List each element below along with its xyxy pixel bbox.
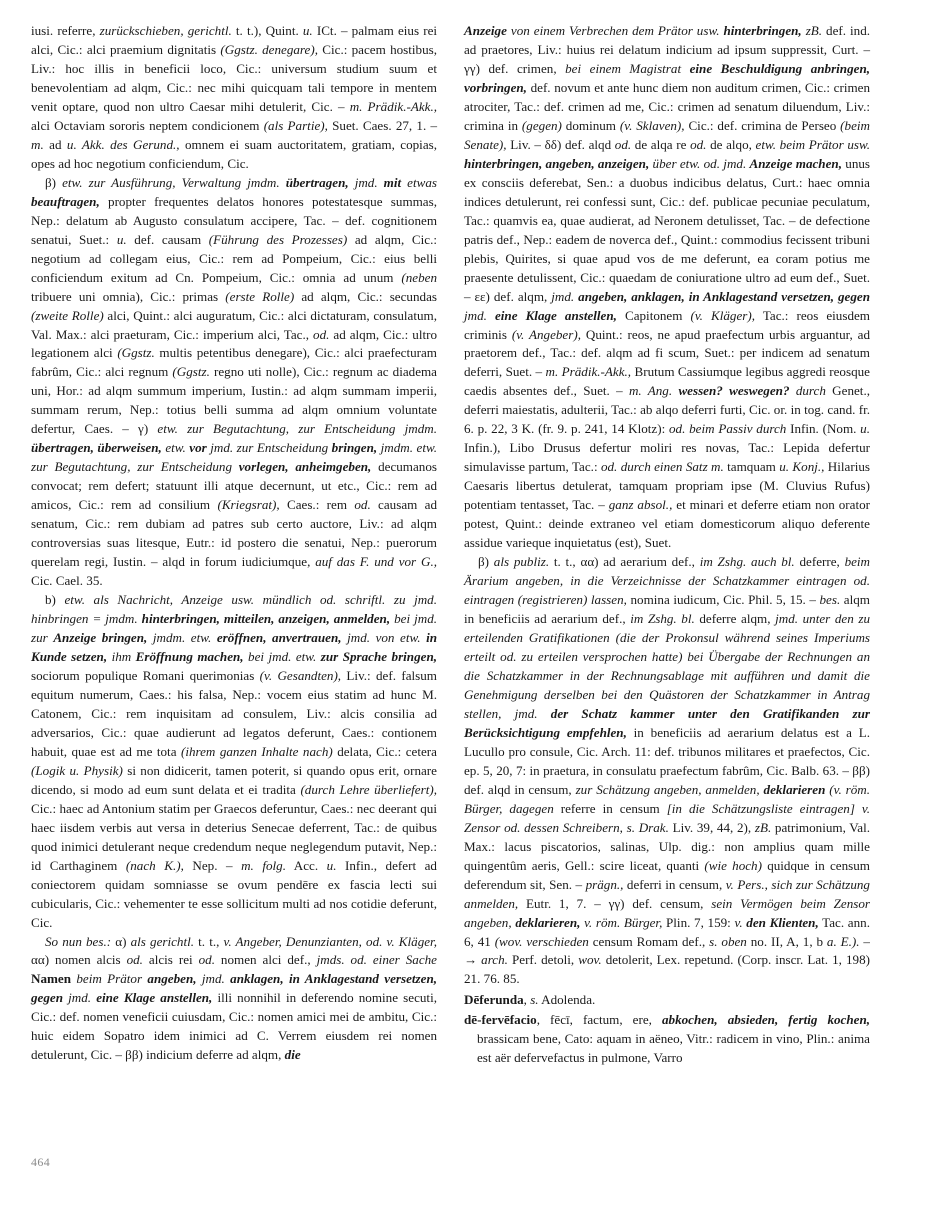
right-column xyxy=(464,22,870,1132)
page-number: 464 xyxy=(31,1155,51,1169)
text-block: dē-fervēfacio, fēcī, factum, ere, abkochen, absieden, fertig kochen, brassicam bene, Cato: aquam in aëneo, Vitr.: radicem in vino, Plin.: anima est aër defervefactus in pulmone, Varro xyxy=(464,1012,870,1066)
two-column-body xyxy=(31,22,904,1132)
text-block: Anzeige von einem Verbrechen dem Prätor usw. hinterbringen, zB. def. ind. ad praetores, Liv.: huius rei delatum indicium ad ipsum suppressit, Curt. – γγ) def. crimen, bei einem Magistrat eine Beschuldigung anbringen, vorbringen, def. novum et ante hunc diem non auditum crimen, Cic.: crimen atrociter, Tac.: def. crimen ad me, Cic.: crimen ad senatum diluendum, Liv.: crimina in (gegen) dominum (v. Sklaven), Cic.: def. crimina de Perseo (beim Senate), Liv. – δδ) def. alqd od. de alqa re od. de alqo, etw. beim Prätor usw. hinterbringen, angeben, anzeigen, über etw. od. jmd. Anzeige machen, unus ex consciis deferebat, Sen.: a duobus indicibus delatus, Curt.: haec omnia indices detulerunt, rei confessi sunt, Cic.: def. publicae pecuniae peculatum, Tac.: quamvis ea, quae audierat, ad Neronem detulisset, Tac. – de defectione patris def., Nep.: eadem de noverca def., Quint.: commodius fecissent tribuni plebis, Quirites, si quae apud vos de me deferunt, ea coram potius me praesente detulissent, Cic.: quaedam de coniuratione ultro ad eum def., Suet. – εε) def. alqm, jmd. angeben, anklagen, in Anklagestand versetzen, gegen jmd. eine Klage anstellen, Capitonem (v. Kläger), Tac.: reos eiusdem criminis (v. Angeber), Quint.: reos, ne apud praefectum urbis arguantur, ad praetorem def., Tac.: def. alqm ad fi scum, Suet.: per indicem ad senatum deferri, Suet. – m. Prädik.-Akk., Brutum Cassiumque legibus aggredi reosque caedis absentes def., Suet. – m. Ang. wessen? weswegen? durch Genet., deferri maiestatis, adulterii, Tac.: ab alqo deferri furti, Cic. or. in tog. cand. fr. 6. p. 22, 3 K. (fr. 9. p. 241, 14 Klotz): od. beim Passiv durch Infin. (Nom. u. Infin.), Libo Drusus defertur moliri res novas, Tac.: Lepida defertur simulavisse partum, Tac.: od. durch einen Satz m. tamquam u. Konj., Hilarius Caesaris libertus detulerat, tamquam propriam ipse (M. Cluvius Rufus) potentiam tentasset, Tac. – ganz absol., et minari et deferre etiam non orator potest, Quint.: deinde extraneo vel etiam domesticorum aliquo deferente assidue varieque inquietatus (est), Suet. xyxy=(464,23,871,551)
text-block: b) etw. als Nachricht, Anzeige usw. mündlich od. schriftl. zu jmd. hinbringen = jmdm. hinterbringen, mitteilen, anzeigen, anmelden, bei jmd. zur Anzeige bringen, jmdm. etw. eröffnen, anvertrauen, jmd. von etw. in Kunde setzen, ihm Eröffnung machen, bei jmd. etw. zur Sprache bringen, sociorum populique Romani querimonias (v. Gesandten), Liv.: def. falsum equitum numerum, Caes.: his falsa, Nep.: vocem eius statim ad hunc M. Catonem, Cic.: rem inquisitam ad consulem, Liv.: alcis consilia ad adversarios, Cic.: quae audierunt ad legatos deferunt, Caes.: contionem habuit, quae est ad me tota (ihrem ganzen Inhalte nach) delata, Cic.: cetera (Logik u. Physik) si non didicerit, tamen poterit, si quando opus erit, ornare dicendo, si modo ad eum sunt delata et ei tradita (durch Lehre überliefert), Cic.: haec ad Antonium statim per Graecos deferuntur, Caes.: nec deerant qui haec iisdem verbis aut versa in deterius Senecae deferrent, Tac.: de quibus quod inimici detulerant neque credendum neque neglegendum putavit, Nep.: id Carthaginem (nach K.), Nep. – m. folg. Acc. u. Infin., defert ad coniectorem quidam somniasse se ovum pendēre ex fascia lecti sui cubicularis, Cic.: vehementer te esse sollicitum multi ad nos cotidie deferunt, Cic. xyxy=(31,592,438,930)
text-block: Dēferunda, s. Adolenda. xyxy=(464,991,596,1007)
text-block: β) als publiz. t. t., αα) ad aerarium def., im Zshg. auch bl. deferre, beim Ärarium angeben, in die Verzeichnisse der Schatzkammer eintragen od. eintragen (registrieren) lassen, nomina iudicum, Cic. Phil. 5, 15. – bes. alqm in beneficiis ad aerarium def., im Zshg. bl. deferre alqm, jmd. unter den zu erteilenden Gratifikationen (die der Prokonsul während seines Imperiums erteilt od. zu erteilen versprochen hatte) bei Übergabe der Rechnungen an die Schatzkammer in der Rechnungsablage mit aufführen und damit die Genehmigung derselben bei den Quästoren der Schatzkammer in Antrag stellen, jmd. der Schatz kammer unter den Gratifikanden zur Berücksichtigung empfehlen, in beneficiis ad aerarium delatus est a L. Lucullo pro consule, Cic. Arch. 11: def. tribunos militares et praefectos, Cic. ep. 5, 20, 7: in praetura, in consulatu praefectum fabrûm, Cic. Balb. 63. – ββ) def. alqd in censum, zur Schätzung angeben, anmelden, deklarieren (v. röm. Bürger, dagegen referre in censum [in die Schätzungsliste eintragen] v. Zensor od. dessen Schreibern, s. Drak. Liv. 39, 44, 2), zB. patrimonium, Val. Max.: lacus piscatorios, salinas, Ulp. dig.: non amplius quam mille quingentûm aeris, Gell.: scire liceat, quanti (wie hoch) quidque in censum deferendum sit, Sen. – prägn., deferri in censum, v. Pers., sich zur Schätzung anmelden, Eutr. 1, 7. – γγ) def. censum, sein Vermögen beim Zensor angeben, deklarieren, v. röm. Bürger, Plin. 7, 159: v. den Klienten, Tac. ann. 6, 41 (wov. verschieden censum Romam def., s. oben no. II, A, 1, b a. E.). – → arch. Perf. detoli, wov. detolerit, Lex. repetund. (Corp. inscr. Lat. 1, 198) 21. 76. 85. xyxy=(464,554,871,987)
left-column xyxy=(31,22,437,1132)
text-block: So nun bes.: α) als gerichtl. t. t., v. Angeber, Denunzianten, od. v. Kläger, αα) nomen alcis od. alcis rei od. nomen alci def., jmds. od. einer Sache Namen beim Prätor angeben, jmd. anklagen, in Anklagestand versetzen, gegen jmd. eine Klage anstellen, illi nonnihil in deferendo nomine secuti, Cic.: def. nomen veneficii cuiusdam, Cic.: nomen amici mei de ambitu, Cic.: huic eidem Sopatro idem inimici ad C. Verrem eiusdem rei nomen detulerunt, Cic. – ββ) indicium deferre ad alqm, die xyxy=(31,933,437,1063)
text-block: iusi. referre, zurückschieben, gerichtl. t. t.), Quint. u. ICt. – palmam eius rei alci, Cic.: alci praemium dignitatis (Ggstz. denegare), Cic.: pacem hostibus, Liv.: hoc illis in beneficii loco, Cic.: universum studium suum et benevolentiam ad alqm, Cic.: nec mihi quicquam tali tempore in mentem venit optare, quod non ultro Caesar mihi detulerit, Cic. – m. Prädik.-Akk., alci Octaviam sororis neptem condicionem (als Partie), Suet. Caes. 27, 1. – m. ad u. Akk. des Gerund., omnem ei suam auctoritatem, gratiam, copias, opes ad hoc negotium conficiendum, Cic. xyxy=(31,23,438,171)
text-block: β) etw. zur Ausführung, Verwaltung jmdm. übertragen, jmd. mit etwas beauftragen, propter frequentes delatos honores potestatesque summas, Nep.: delatum ab Augusto consulatum accipere, Tac. – def. cognitionem senatui, Suet.: u. def. causam (Führung des Prozesses) ad alqm, Cic.: negotium ad collegam eius, Cic.: rem ad Pompeium, Cic.: eius belli conficiendum exitum ad Cn. Pompeium, Cic.: omnia ad unum (neben tribuere uni omnia), Cic.: primas (erste Rolle) ad alqm, Cic.: secundas (zweite Rolle) alci, Quint.: alci auguratum, Cic.: alci dictaturam, consulatum, Val. Max.: alci praeturam, Cic.: imperium alci, Tac., od. ad alqm, Cic.: ultro legationem alci (Ggstz. multis petentibus denegare), Cic.: alci praefecturam fabrûm, Cic.: alci regnum (Ggstz. regno uti nolle), Cic.: regnum ac diadema uni, Hor.: ad alqm summum imperium, Iustin.: ad alqm summam imperii, summam rerum, Nep.: totius belli summa ad alqm omnium voluntate defertur, Caes. – γ) etw. zur Begutachtung, zur Entscheidung jmdm. übertragen, überweisen, etw. vor jmd. zur Entscheidung bringen, jmdm. etw. zur Begutachtung, zur Entscheidung vorlegen, anheimgeben, decumanos convocat; rem defert; statuunt illi atque decernunt, ut etc., Cic.: rem ad amicos, Cic.: rem ad consilium (Kriegsrat), Caes.: rem od. causam ad senatum, Cic.: rem dubiam ad patres sub certo auctore, Liv.: ad alqm controversias suas litesque, Eutr.: id postero die senatui, Nep.: puerorum querelam regi, Iustin. – alqd in forum iudiciumque, auf das F. und vor G., Cic. Cael. 35. xyxy=(31,174,438,589)
